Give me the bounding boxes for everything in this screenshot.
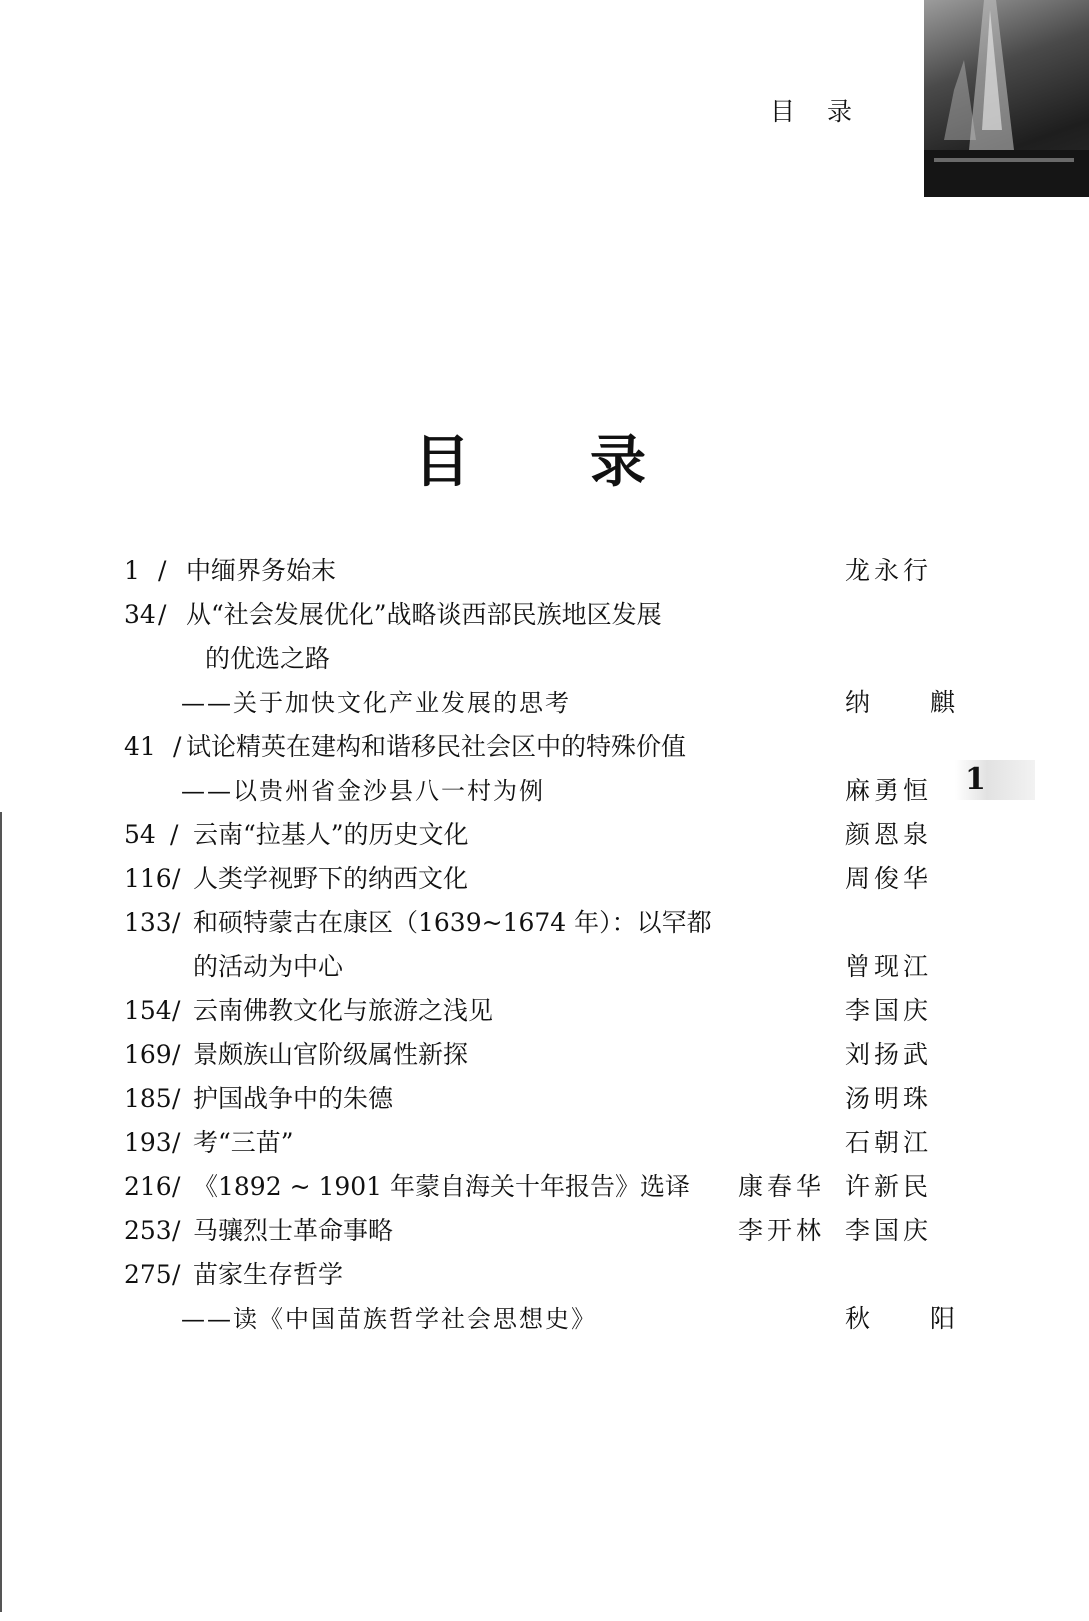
toc-author: 李国庆	[845, 996, 933, 1025]
page-title: 目录	[414, 430, 766, 495]
toc-title: 护国战争中的朱德	[193, 1084, 394, 1113]
toc-author: 许新民	[845, 1172, 933, 1201]
toc-separator: /	[172, 1260, 181, 1289]
running-head: 目录	[770, 97, 885, 126]
toc-entry-subtitle	[0, 1299, 1089, 1339]
toc-page-number: 154	[124, 996, 172, 1025]
toc-page-number: 133	[124, 908, 172, 937]
toc-title: 中缅界务始末	[186, 556, 337, 585]
toc-page-number: 41	[124, 732, 156, 761]
toc-title: 云南“拉基人”的历史文化	[193, 820, 469, 849]
toc-entry-continued	[0, 947, 1089, 987]
toc-separator: /	[172, 1040, 181, 1069]
toc-title: 试论精英在建构和谐移民社会区中的特殊价值	[186, 732, 687, 761]
toc-separator: /	[172, 864, 181, 893]
toc-page-number: 193	[124, 1128, 172, 1157]
toc-coauthor: 李开林	[738, 1216, 826, 1245]
toc-separator: /	[172, 908, 181, 937]
toc-author: 纳 麒	[845, 688, 981, 717]
toc-page-number: 54	[124, 820, 156, 849]
toc-author: 周俊华	[845, 864, 933, 893]
toc-separator: /	[170, 820, 179, 849]
toc-entry[interactable]	[0, 727, 1089, 767]
toc-page-number: 185	[124, 1084, 172, 1113]
toc-entry[interactable]	[0, 991, 1089, 1031]
toc-page-number: 275	[124, 1260, 172, 1289]
toc-author: 刘扬武	[845, 1040, 933, 1069]
toc-author: 汤明珠	[845, 1084, 933, 1113]
toc-separator: /	[172, 996, 181, 1025]
toc-page-number: 34	[124, 600, 156, 629]
toc-page-number: 169	[124, 1040, 172, 1069]
toc-author: 石朝江	[845, 1128, 933, 1157]
toc-separator: /	[158, 556, 167, 585]
toc-subtitle: ——读《中国苗族哲学社会思想史》	[181, 1305, 597, 1333]
toc-subtitle: ——关于加快文化产业发展的思考	[181, 689, 571, 717]
toc-separator: /	[172, 1172, 181, 1201]
toc-entry[interactable]	[0, 903, 1089, 943]
toc-entry-subtitle	[0, 683, 1089, 723]
toc-entry[interactable]	[0, 1035, 1089, 1075]
toc-title-continued: 的优选之路	[205, 644, 331, 673]
toc-entry[interactable]	[0, 1079, 1089, 1119]
toc-author: 龙永行	[845, 556, 933, 585]
toc-title: 和硕特蒙古在康区（1639~1674 年）：以罕都	[193, 908, 712, 937]
toc-author: 李国庆	[845, 1216, 933, 1245]
toc-subtitle: ——以贵州省金沙县八一村为例	[181, 777, 545, 805]
toc-separator: /	[158, 600, 167, 629]
toc-separator: /	[172, 1084, 181, 1113]
toc-page-number: 216	[124, 1172, 172, 1201]
toc-separator: /	[172, 1216, 181, 1245]
scan-edge-line	[0, 812, 2, 1612]
toc-entry[interactable]	[0, 595, 1089, 635]
page-number: 1	[955, 760, 1035, 800]
toc-separator: /	[172, 1128, 181, 1157]
toc-author: 颜恩泉	[845, 820, 933, 849]
toc-title-continued: 的活动为中心	[193, 952, 344, 981]
toc-entry[interactable]	[0, 1123, 1089, 1163]
toc-entry[interactable]	[0, 859, 1089, 899]
toc-entry-continued	[0, 639, 1089, 679]
pagoda-icon	[924, 0, 1089, 197]
toc-page-number: 116	[124, 864, 172, 893]
toc-author: 曾现江	[845, 952, 933, 981]
toc-author: 秋 阳	[845, 1304, 981, 1333]
toc-title: 《1892 ~ 1901 年蒙自海关十年报告》选译	[193, 1172, 691, 1201]
toc-author: 麻勇恒	[845, 776, 933, 805]
toc-entry[interactable]	[0, 1211, 1089, 1251]
toc-entry-subtitle	[0, 771, 1089, 811]
toc-title: 景颇族山官阶级属性新探	[193, 1040, 469, 1069]
toc-entry[interactable]	[0, 1167, 1089, 1207]
toc-title: 苗家生存哲学	[193, 1260, 344, 1289]
toc-separator: /	[173, 732, 182, 761]
toc-coauthor: 康春华	[738, 1172, 826, 1201]
toc-page-number: 1	[124, 556, 140, 585]
toc-title: 马骧烈士革命事略	[193, 1216, 394, 1245]
toc-entry[interactable]	[0, 551, 1089, 591]
toc-entry[interactable]	[0, 1255, 1089, 1295]
toc-title: 云南佛教文化与旅游之浅见	[193, 996, 494, 1025]
corner-photo	[924, 0, 1089, 197]
toc-title: 考“三苗”	[193, 1128, 294, 1157]
toc-title: 人类学视野下的纳西文化	[193, 864, 469, 893]
toc-page-number: 253	[124, 1216, 172, 1245]
toc-title: 从“社会发展优化”战略谈西部民族地区发展	[186, 600, 662, 629]
toc-entry[interactable]	[0, 815, 1089, 855]
